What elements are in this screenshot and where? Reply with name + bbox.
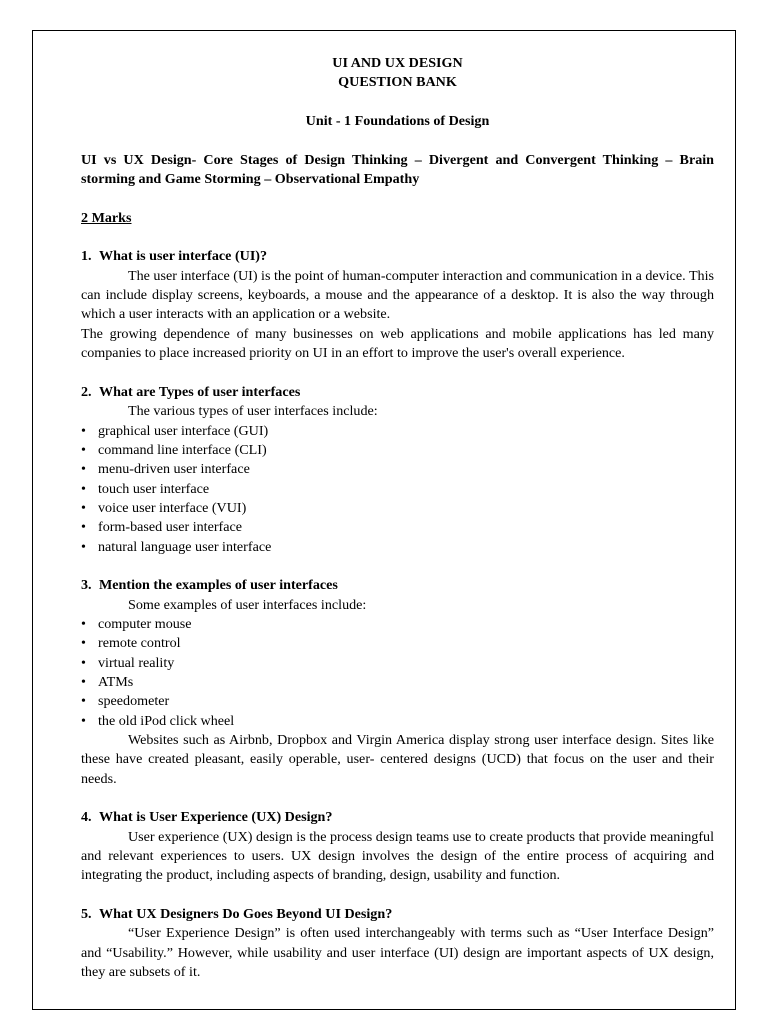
bullet-icon: • (81, 712, 86, 729)
bullet-icon: • (81, 693, 86, 710)
question-2-list (81, 422, 714, 557)
list-item-text: speedometer (98, 693, 170, 710)
spacer (81, 93, 714, 112)
spacer (81, 364, 714, 383)
bullet-icon: • (81, 422, 86, 439)
bullet-icon: • (81, 461, 86, 478)
bullet-icon: • (81, 538, 86, 555)
list-item-text: form-based user interface (98, 519, 242, 536)
spacer (81, 557, 714, 576)
question-3-title (81, 576, 714, 595)
list-item (81, 480, 714, 499)
spacer (81, 189, 714, 208)
question-text: Mention the examples of user interfaces (99, 577, 338, 594)
question-3-list (81, 615, 714, 731)
question-3-answer-para: Websites such as Airbnb, Dropbox and Virgin America display strong user interface design. Sites like these have created pleasant, easily operable, user- centered designs (UCD) that focus on the user and their needs. (81, 732, 714, 787)
unit-topics: UI vs UX Design- Core Stages of Design Thinking – Divergent and Convergent Thinking – Brain storming and Game Storming – Observational Empathy (81, 151, 714, 188)
bullet-icon: • (81, 654, 86, 671)
list-item-text: the old iPod click wheel (98, 712, 235, 729)
list-item-text: command line interface (CLI) (98, 441, 267, 458)
bullet-icon: • (81, 499, 86, 516)
question-2-intro: The various types of user interfaces include: (128, 403, 378, 420)
question-4-answer-para: User experience (UX) design is the process design teams use to create products that provide meaningful and relevant experiences to users. UX design involves the design of the entire process of acquiring and integrating the product, including aspects of branding, design, usability and function. (81, 828, 714, 884)
question-5-title (81, 905, 714, 924)
list-item-text: natural language user interface (98, 538, 272, 555)
question-text: What is User Experience (UX) Design? (99, 809, 333, 826)
spacer (81, 789, 714, 808)
section-marks-label: 2 Marks (81, 209, 132, 226)
list-item (81, 422, 714, 441)
question-5-answer-para: “User Experience Design” is often used interchangeably with terms such as “User Interface Design” and “Usability.” However, while usability and user interface (UI) design are important aspects of UX design, they are subsets of it. (81, 925, 714, 981)
spacer (81, 886, 714, 905)
list-item-text: ATMs (98, 674, 134, 690)
bullet-icon: • (81, 441, 86, 458)
question-number: 5. (81, 906, 92, 923)
list-item (81, 538, 714, 557)
bullet-icon: • (81, 674, 86, 690)
question-number: 4. (81, 809, 92, 826)
bullet-icon: • (81, 480, 86, 497)
unit-heading: Unit - 1 Foundations of Design (305, 113, 490, 130)
spacer (81, 228, 714, 247)
question-text: What are Types of user interfaces (99, 383, 301, 400)
document-subtitle: QUESTION BANK (338, 74, 457, 91)
question-4-title (81, 808, 714, 827)
bullet-icon: • (81, 519, 86, 536)
bullet-icon: • (81, 635, 86, 652)
list-item (81, 673, 714, 692)
list-item (81, 499, 714, 518)
list-item (81, 634, 714, 653)
list-item-text: menu-driven user interface (98, 461, 250, 478)
question-1-title (81, 247, 714, 266)
list-item (81, 460, 714, 479)
list-item-text: voice user interface (VUI) (98, 499, 247, 516)
list-item (81, 654, 714, 673)
list-item (81, 712, 714, 731)
question-number: 3. (81, 577, 92, 594)
list-item-text: virtual reality (98, 654, 175, 671)
section-heading (81, 209, 714, 228)
question-text: What UX Designers Do Goes Beyond UI Design? (99, 906, 393, 923)
list-item (81, 615, 714, 634)
question-1-answer-para-2: The growing dependence of many businesses on web applications and mobile applications has led many companies to place increased priority on UI in an effort to improve the user's overall experience. (81, 325, 714, 362)
document-body (81, 54, 714, 983)
question-number: 2. (81, 383, 92, 400)
question-2-title (81, 383, 714, 402)
list-item-text: graphical user interface (GUI) (98, 422, 269, 439)
question-text: What is user interface (UI)? (99, 248, 268, 265)
list-item (81, 518, 714, 537)
list-item-text: remote control (98, 635, 181, 652)
question-3-intro: Some examples of user interfaces include: (128, 596, 367, 613)
list-item (81, 441, 714, 460)
question-1-answer-para-1: The user interface (UI) is the point of human-computer interaction and communication in a device. This can include display screens, keyboards, a mouse and the appearance of a desktop. It is also the way through which a user interacts with an application or a website. (81, 267, 714, 323)
document-title: UI AND UX DESIGN (332, 55, 463, 71)
list-item (81, 692, 714, 711)
spacer (81, 131, 714, 150)
bullet-icon: • (81, 615, 86, 632)
list-item-text: touch user interface (98, 480, 210, 497)
list-item-text: computer mouse (98, 615, 192, 632)
question-number: 1. (81, 248, 92, 265)
